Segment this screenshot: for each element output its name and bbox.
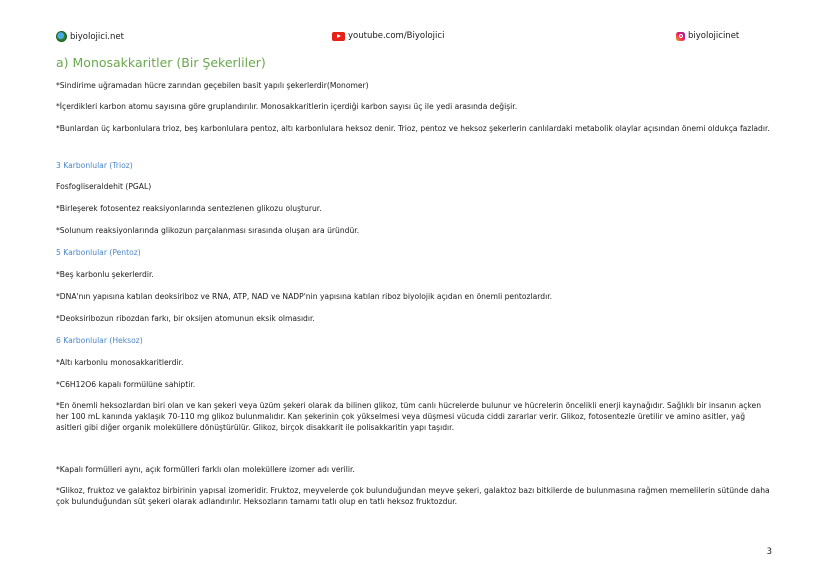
globe-icon [56,31,67,42]
instagram-icon [676,32,685,41]
instagram-link[interactable] [676,31,739,41]
paragraph: *Sindirime uğramadan hücre zarından geçebilen basit yapılı şekerlerdir(Monomer) [56,81,369,90]
page-header [56,31,772,45]
paragraph: *Bunlardan üç karbonlulara trioz, beş karbonlulara pentoz, altı karbonlulara heksoz denir. Trioz, pentoz ve heksoz şekerlerin canlılardaki metabolik olaylar açısından önemi oldukça fazladır. [56,124,770,133]
website-label: biyolojici.net [70,31,124,42]
subheading-heksoz: 6 Karbonlular (Heksoz) [56,336,143,345]
subheading-pentoz: 5 Karbonlular (Pentoz) [56,248,141,257]
paragraph: *Solunum reaksiyonlarında glikozun parçalanması sırasında oluşan ara üründür. [56,226,360,235]
youtube-label: youtube.com/Biyolojici [348,31,445,41]
website-link[interactable] [56,31,124,42]
paragraph: *DNA'nın yapısına katılan deoksiriboz ve RNA, ATP, NAD ve NADP'nin yapısına katılan riboz biyolojik açıdan en önemli pentozlardır. [56,292,553,301]
paragraph: *Kapalı formülleri aynı, açık formülleri farklı olan moleküllere izomer adı verilir. [56,465,355,474]
paragraph: *Deoksiribozun ribozdan farkı, bir oksijen atomunun eksik olmasıdır. [56,314,315,323]
paragraph: *Birleşerek fotosentez reaksiyonlarında sentezlenen glikozu oluşturur. [56,204,322,213]
instagram-label: biyolojicinet [688,31,740,41]
paragraph: *Glikoz, fruktoz ve galaktoz birbirinin yapısal izomeridir. Fruktoz, meyvelerde çok bulunduğundan meyve şekeri, galaktoz bazı bitkilerde de bulunmasına rağmen memelilerin sütünde daha çok bulunduğundan süt şekeri olarak adlandırılır. Heksozların tamamı tatlı olup en tatlı heksoz fruktozdur. [56,486,770,506]
paragraph: *Altı karbonlu monosakkaritlerdir. [56,358,184,367]
paragraph: *C6H12O6 kapalı formülüne sahiptir. [56,380,196,389]
youtube-link[interactable] [332,31,444,41]
page-number: 3 [766,547,772,557]
paragraph: *En önemli heksozlardan biri olan ve kan şekeri veya üzüm şekeri olarak da bilinen glikoz, tüm canlı hücrelerde bulunur ve hücrelerin öncelikli enerji kaynağıdır. Sağlıklı bir insanın açken her 100 mL kanında yaklaşık 70-110 mg glikoz bulunmalıdır. Kan şekerinin çok yükselmesi veya düşmesi vücuda ciddi zararlar verir. Glikoz, fotosentezle üretilir ve amino asitler, yağ asitleri gibi diğer organik moleküllere dönüştürülür. Glikoz, birçok disakkarit ile polisakkaritin yapı taşıdır. [56,401,762,432]
paragraph: *İçerdikleri karbon atomu sayısına göre gruplandırılır. Monosakkaritlerin içerdiği karbon sayısı üç ile yedi arasında değişir. [56,102,518,111]
paragraph: *Beş karbonlu şekerlerdir. [56,270,154,279]
subheading-trioz: 3 Karbonlular (Trioz) [56,161,133,170]
youtube-icon [332,32,345,41]
section-title: a) Monosakkaritler (Bir Şekerliler) [56,55,266,70]
paragraph: Fosfogliseraldehit (PGAL) [56,182,152,191]
